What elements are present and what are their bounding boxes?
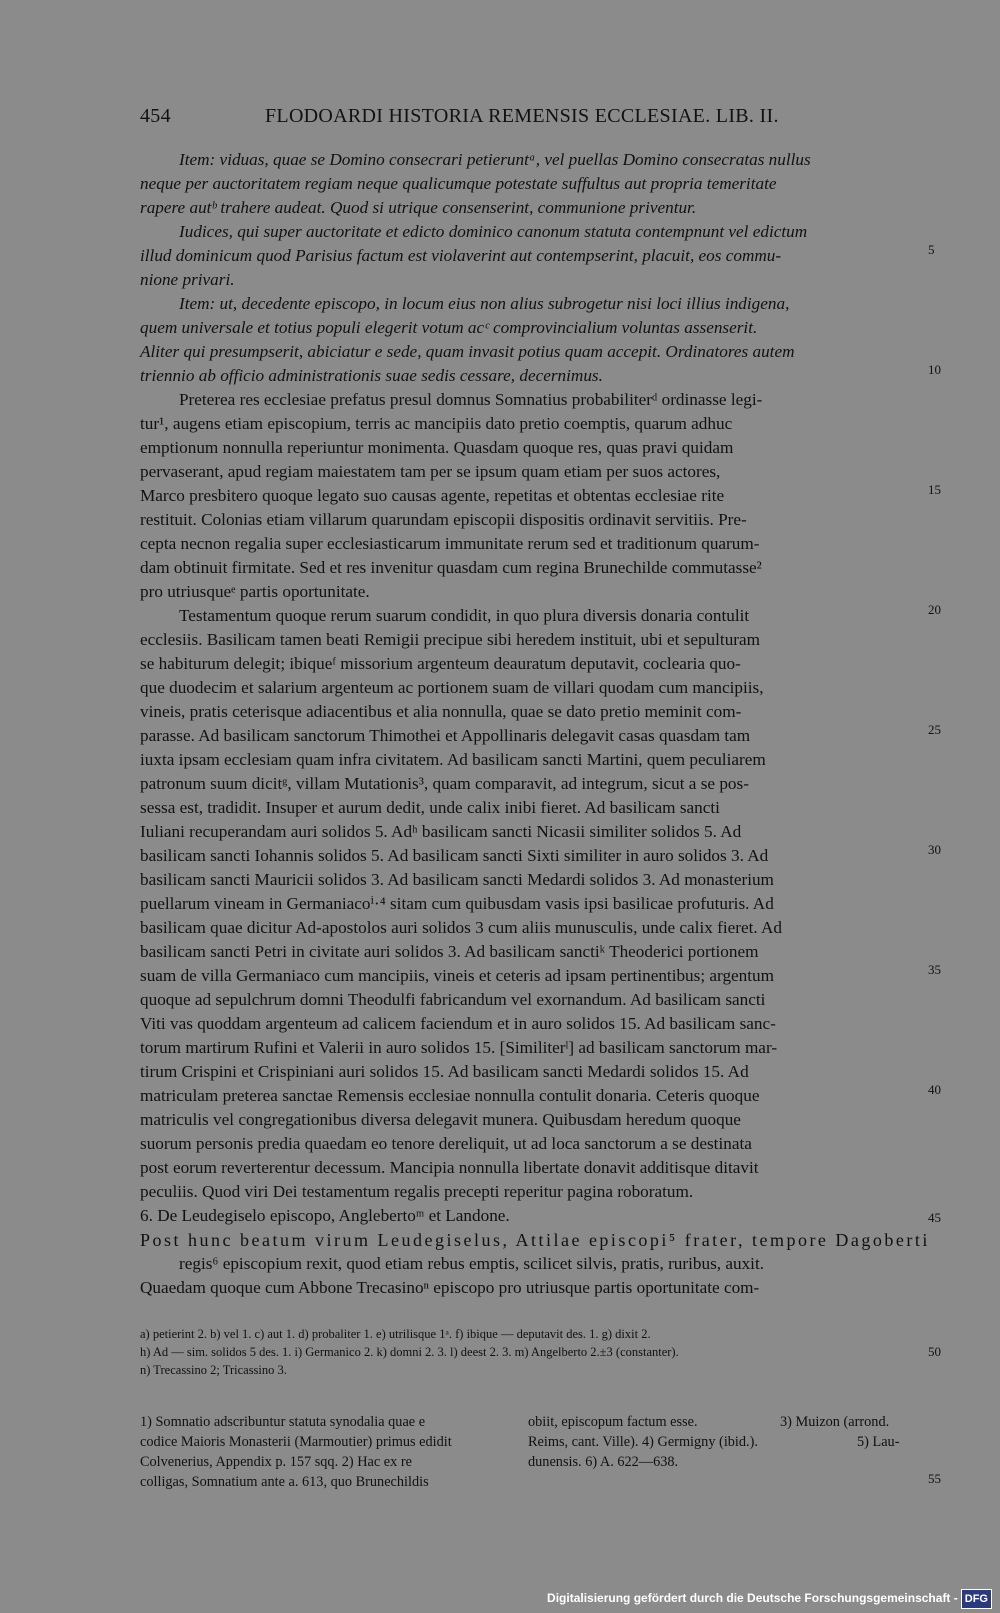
text-line: que duodecim et salarium argenteum ac portionem suam de villari quodam cum mancipiis,: [140, 678, 764, 697]
page-header: [140, 105, 925, 135]
text-line: Iudices, qui super auctoritate et edicto dominico canonum statuta contempnunt vel edictum: [179, 222, 808, 241]
text-line: rapere autᵇ trahere audeat. Quod si utrique consenserint, communione priventur.: [140, 198, 697, 217]
line-number: 10: [928, 362, 941, 377]
text-line: sessa est, tradidit. Insuper et aurum dedit, unde calix inibi fieret. Ad basilicam sancti: [140, 798, 720, 817]
line-number: 30: [928, 842, 941, 857]
text-line: neque per auctoritatem regiam neque qualicumque potestate suffultus aut propria temeritate: [140, 174, 777, 193]
footnote-line: 5) Lau-: [857, 1434, 900, 1450]
running-title: FLODOARDI HISTORIA REMENSIS ECCLESIAE. LIB. II.: [265, 105, 779, 127]
text-line: Viti vas quoddam argenteum ad calicem faciendum et in auro solidos 15. Ad basilicam sanc-: [140, 1014, 776, 1033]
line-number: 25: [928, 722, 941, 737]
text-line: pro utriusqueᵉ partis oportunitate.: [140, 582, 370, 601]
text-line: regis⁶ episcopium rexit, quod etiam rebus emptis, scilicet silvis, pratis, ruribus, auxit.: [179, 1254, 765, 1273]
footnote-line: codice Maioris Monasterii (Marmoutier) primus edidit: [140, 1434, 452, 1450]
page-number: 454: [140, 105, 171, 127]
funding-banner: [547, 1589, 992, 1607]
text-line: restituit. Colonias etiam villarum quarundam episcopii dispositis ordinavit servitiis. Pre-: [140, 510, 747, 529]
text-line: patronum suum dicitᵍ, villam Mutationis³, quam comparavit, ad integrum, sicut a se pos-: [140, 774, 749, 793]
line-number: 5: [928, 242, 935, 257]
text-line: puellarum vineam in Germaniacoⁱ·⁴ sitam cum quibusdam vasis ipsi basilicae profuturis. Ad: [140, 894, 774, 913]
text-line: 6. De Leudegiselo episcopo, Anglebertoᵐ et Landone.: [140, 1206, 510, 1225]
footnote-line: colligas, Somnatium ante a. 613, quo Brunechildis: [140, 1474, 429, 1490]
text-line: peculiis. Quod viri Dei testamentum regalis precepti reperitur pagina roboratum.: [140, 1182, 694, 1201]
text-line: parasse. Ad basilicam sanctorum Thimothei et Appollinaris delegavit casas quasdam tam: [140, 726, 751, 745]
text-line: basilicam sancti Mauricii solidos 3. Ad basilicam sancti Medardi solidos 3. Ad monasterium: [140, 870, 774, 889]
critical-apparatus: [140, 1325, 920, 1379]
line-number: 20: [928, 602, 941, 617]
text-line: tirum Crispini et Crispiniani auri solidos 15. Ad basilicam sancti Medardi solidos 15. Ad: [140, 1062, 749, 1081]
footnote-line: 3) Muizon (arrond.: [780, 1414, 890, 1430]
footnote-line: Colvenerius, Appendix p. 157 sqq. 2) Hac ex re: [140, 1454, 412, 1470]
apparatus-line: h) Ad — sim. solidos 5 des. 1. i) Germanico 2. k) domni 2. 3. l) deest 2. 3. m) Angelberto 2.±3 (constanter).: [140, 1345, 679, 1359]
footnotes: [140, 1412, 930, 1492]
text-line: torum martirum Rufini et Valerii in auro solidos 15. [Similiterˡ] ad basilicam sanctorum mar-: [140, 1038, 778, 1057]
footnotes-column: [140, 1412, 452, 1492]
chapter-heading: Post hunc beatum virum Leudegiselus, Attilae episcopi⁵ frater, tempore Dagoberti: [140, 1230, 930, 1250]
footnotes-column: [780, 1412, 899, 1452]
text-line: Testamentum quoque rerum suarum condidit, in quo plura diversis donaria contulit: [179, 606, 750, 625]
text-line: Marco presbitero quoque legato suo causas agente, repetitas et obtentas ecclesiae rite: [140, 486, 725, 505]
text-line: basilicam sancti Petri in civitate auri solidos 3. Ad basilicam sanctiᵏ Theoderici portionem: [140, 942, 759, 961]
text-line: tur¹, augens etiam episcopium, terris ac mancipiis dato pretio coemptis, quarum adhuc: [140, 414, 733, 433]
line-number: 55: [928, 1471, 941, 1486]
footnote-line: Reims, cant. Ville). 4) Germigny (ibid.).: [528, 1434, 758, 1450]
text-line: post eorum reverterentur decessum. Mancipia nonnulla libertate donavit additisque ditavit: [140, 1158, 759, 1177]
text-line: matriculam preterea sanctae Remensis ecclesiae nonnulla contulit donaria. Ceteris quoque: [140, 1086, 760, 1105]
line-number: 45: [928, 1210, 941, 1225]
text-line: Item: viduas, quae se Domino consecrari petieruntᵃ, vel puellas Domino consecratas nullus: [179, 150, 811, 169]
text-line: se habiturum delegit; ibiqueᶠ missorium argenteum deauratum deputavit, coclearia quo-: [140, 654, 741, 673]
text-line: suorum personis predia quaedam eo tenore dereliquit, ut ad loca sanctorum a se destinata: [140, 1134, 752, 1153]
text-line: Item: ut, decedente episcopo, in locum eius non alius subrogetur nisi loci illius indigena,: [179, 294, 790, 313]
text-line: Iuliani recuperandam auri solidos 5. Adʰ basilicam sancti Nicasii similiter solidos 5. Ad: [140, 822, 742, 841]
text-line: iuxta ipsam ecclesiam quam infra civitatem. Ad basilicam sancti Martini, quem peculiarem: [140, 750, 766, 769]
text-line: dam obtinuit firmitate. Sed et res invenitur quasdam cum regina Brunechilde commutasse²: [140, 558, 762, 577]
text-line: basilicam quae dicitur Ad-apostolos auri solidos 3 cum aliis munusculis, unde calix fieret. Ad: [140, 918, 783, 937]
text-line: triennio ab officio administrationis suae sedis cessare, decernimus.: [140, 366, 603, 385]
text-line: nione privari.: [140, 270, 235, 289]
dfg-logo: DFG: [961, 1589, 992, 1609]
line-number: 15: [928, 482, 941, 497]
text-line: Preterea res ecclesiae prefatus presul domnus Somnatius probabiliterᵈ ordinasse legi-: [179, 390, 763, 409]
text-line: quoque ad sepulchrum domni Theodulfi fabricandum vel exornandum. Ad basilicam sancti: [140, 990, 766, 1009]
text-line: pervaserant, apud regiam maiestatem tam per se ipsum quam etiam per suos actores,: [140, 462, 721, 481]
main-text: [140, 148, 930, 1300]
text-line: suam de villa Germaniaco cum mancipiis, vineis et ceteris ad ipsam pertinentibus; argentum: [140, 966, 775, 985]
text-line: Aliter qui presumpserit, abiciatur e sede, quam invasit potius quam accepit. Ordinatores autem: [140, 342, 795, 361]
footnotes-column: [528, 1412, 758, 1472]
funding-text: Digitalisierung gefördert durch die Deutsche Forschungsgemeinschaft -: [547, 1591, 958, 1605]
apparatus-line: n) Trecassino 2; Tricassino 3.: [140, 1363, 287, 1377]
text-line: Quaedam quoque cum Abbone Trecasinoⁿ episcopo pro utriusque partis oportunitate com-: [140, 1278, 760, 1297]
line-number: 35: [928, 962, 941, 977]
text-line: illud dominicum quod Parisius factum est violaverint aut contempserint, placuit, eos commu-: [140, 246, 782, 265]
line-number: 50: [928, 1344, 941, 1359]
text-line: cepta necnon regalia super ecclesiasticarum immunitate rerum sed et traditionum quarum-: [140, 534, 760, 553]
text-line: ecclesiis. Basilicam tamen beati Remigii precipue sibi heredem instituit, ubi et sepulturam: [140, 630, 761, 649]
text-line: emptionum nonnulla reperiuntur monimenta. Quasdam quoque res, quas pravi quidam: [140, 438, 734, 457]
line-number: 40: [928, 1082, 941, 1097]
apparatus-line: a) petierint 2. b) vel 1. c) aut 1. d) probaliter 1. e) utrilisque 1ᵃ. f) ibique — deputavit des. 1. g) dixit 2.: [140, 1327, 651, 1341]
text-line: basilicam sancti Iohannis solidos 5. Ad basilicam sancti Sixti similiter in auro solidos 3. Ad: [140, 846, 769, 865]
footnote-line: 1) Somnatio adscribuntur statuta synodalia quae e: [140, 1414, 426, 1430]
text-line: vineis, pratis ceterisque adiacentibus et alia nonnulla, quae se dato pretio meminit com-: [140, 702, 742, 721]
text-line: matriculis vel congregationibus diversa delegavit munera. Quibusdam heredum quoque: [140, 1110, 741, 1129]
text-line: quem universale et totius populi elegerit votum acᶜ comprovincialium voluntas assenserit.: [140, 318, 758, 337]
footnote-line: dunensis. 6) A. 622—638.: [528, 1454, 679, 1470]
footnote-line: obiit, episcopum factum esse.: [528, 1414, 698, 1430]
